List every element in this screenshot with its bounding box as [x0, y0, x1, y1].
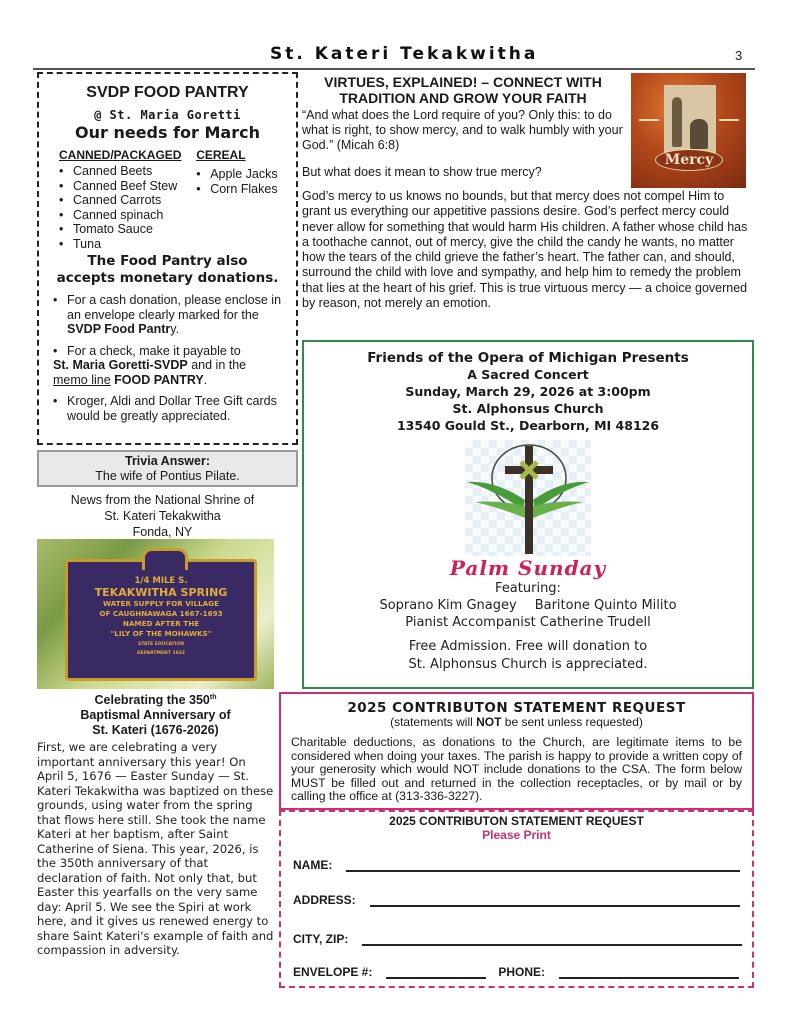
- historical-marker: [65, 559, 257, 681]
- performer: Soprano Kim Gnagey: [379, 598, 517, 613]
- canned-column: [59, 148, 196, 251]
- news-line: Fonda, NY: [132, 525, 193, 539]
- event-name: A Sacred Concert: [467, 367, 589, 382]
- field-label: CITY, ZIP:: [293, 932, 349, 946]
- performer: Pianist Accompanist Catherine Trudell: [405, 615, 651, 630]
- trivia-box: [37, 450, 298, 487]
- list-item: • Tuna: [59, 237, 196, 252]
- name-line[interactable]: [346, 870, 740, 872]
- field-label: PHONE:: [498, 965, 546, 979]
- sign-text: STATE EDUCATION: [137, 642, 185, 647]
- contribution-subtitle: [291, 715, 742, 729]
- decorative-line: [719, 119, 739, 121]
- field-label: ADDRESS:: [293, 893, 356, 907]
- mercy-label: Mercy: [655, 149, 723, 171]
- cash-bullet: • For a cash donation, please enclose in an envelope clearly marked for the SVDP Food Pantry.: [53, 293, 282, 336]
- admission-note: [304, 638, 752, 674]
- monetary-heading: [47, 253, 288, 287]
- address-field[interactable]: [293, 893, 740, 907]
- subtitle-text: (statements will: [390, 715, 477, 729]
- contribution-body: Charitable deductions, as donations to the Church, are legitimate items to be considered when doing your taxes. The parish is happy to provide a written copy of your generosity which would NOT include donations to the CSA. The form below MUST be filled out and returned in the collection receptacles, or by mail or by calling the office at (313-336-3227).: [291, 735, 742, 803]
- list-item: • Canned Beef Stew: [59, 179, 196, 194]
- form-title: 2025 CONTRIBUTON STATEMENT REQUEST: [389, 814, 644, 828]
- phone-line[interactable]: [559, 977, 739, 979]
- presenter: Friends of the Opera of Michigan Presents: [367, 350, 689, 366]
- bullet-text: For a check, make it payable to: [67, 343, 241, 358]
- list-item: • Canned Beets: [59, 164, 196, 179]
- mercy-image: [631, 73, 746, 188]
- list-item: • Canned spinach: [59, 208, 196, 223]
- list-item: • Tomato Sauce: [59, 222, 196, 237]
- sign-text: DEPARTMENT 1932: [137, 651, 185, 656]
- anniversary-heading: [37, 690, 274, 738]
- bullet-text: y.: [170, 322, 180, 336]
- city-zip-field[interactable]: [293, 932, 742, 946]
- memo-line-text: memo line: [53, 372, 111, 387]
- name-field[interactable]: [293, 858, 740, 872]
- mercy-question: But what does it mean to show true mercy?: [302, 165, 542, 179]
- bullet-text: For a cash donation, please enclose in an envelope clearly marked for the: [67, 293, 282, 322]
- field-label: NAME:: [293, 858, 333, 872]
- heading-line: Baptismal Anniversary of: [80, 708, 231, 723]
- sign-text: TEKAKWITHA SPRING: [94, 586, 228, 599]
- trivia-answer: The wife of Pontius Pilate.: [95, 469, 240, 483]
- subtitle-text: be sent unless requested): [501, 715, 643, 729]
- list-item: • Canned Carrots: [59, 193, 196, 208]
- decorative-line: [639, 119, 659, 121]
- micah-quote: “And what does the Lord require of you? Only this: to do what is right, to show mercy, and to walk humbly with your God.” (Micah 6:8): [302, 108, 623, 152]
- bullet-bold: FOOD PANTRY: [110, 372, 204, 387]
- admission-line: Free Admission. Free will donation to: [408, 639, 648, 654]
- subtitle-bold: NOT: [476, 715, 502, 729]
- event-datetime: Sunday, March 29, 2026 at 3:00pm: [405, 384, 651, 399]
- field-label: ENVELOPE #:: [293, 965, 373, 979]
- envelope-line[interactable]: [386, 977, 486, 979]
- performer: Baritone Quinto Milito: [534, 598, 677, 613]
- sign-text: "LILY OF THE MOHAWKS": [110, 629, 212, 638]
- envelope-phone-row[interactable]: [293, 965, 739, 979]
- sign-text: NAMED AFTER THE: [122, 619, 200, 628]
- new-york-state-crest: [142, 548, 188, 570]
- page-number: 3: [735, 48, 743, 63]
- column-heading: CANNED/PACKAGED: [59, 148, 182, 162]
- pantry-title: SVDP FOOD PANTRY: [86, 84, 249, 101]
- virtues-body: God’s mercy to us knows no bounds, but that mercy does not compel Him to grant us everything our appetitive passions desire. God’s perfect mercy could never allow for something that would harm His children. A father whose child has a toothache cannot, out of mercy, give the child the candy he wants, no matter how the tears of the child grieve the father’s heart. The father can, and should, surround the child with love and sympathy, and help him to remedy the problem that lies at the heart of his grief. This is true virtuous mercy — a choice governed by reason, not merely an emotion.: [302, 189, 748, 311]
- food-pantry-box: [37, 72, 298, 445]
- event-venue: St. Alphonsus Church: [452, 401, 604, 416]
- city-zip-line[interactable]: [362, 944, 742, 946]
- news-line: News from the National Shrine of: [70, 493, 255, 507]
- event-address: 13540 Gould St., Dearborn, MI 48126: [396, 418, 660, 433]
- shrine-news-heading: [37, 492, 288, 540]
- monetary-heading-line: accepts monetary donations.: [56, 270, 279, 286]
- heading-line: Celebrating the 350: [94, 693, 210, 708]
- donation-bullets: [47, 293, 288, 423]
- superscript: th: [209, 694, 217, 701]
- contribution-request-form: [279, 810, 754, 988]
- pantry-needs-heading: Our needs for March: [75, 123, 260, 142]
- admission-line: St. Alphonsus Church is appreciated.: [408, 657, 648, 672]
- performers-row: [304, 597, 752, 614]
- check-bullet: • For a check, make it payable to St. Maria Goretti-SVDP and in the memo line FOOD PANTRY.: [53, 343, 247, 387]
- anniversary-paragraph: First, we are celebrating a very important anniversary this year! On April 5, 1676 — Easter Sunday — St. Kateri Tekakwitha was baptized on these grounds, using water from the spring that flows here still. She took the name Kateri at her baptism, after Saint Catherine of Siena. This year, 2026, is the 350th anniversary of that declaration of faith. Not only that, but Easter this yearfalls on the very same day: April 5. We see the Spiri at work here, and it gives us renewed energy to share Saint Kateri's example of faith and compassion in adversity.: [37, 740, 274, 957]
- news-line: St. Kateri Tekakwitha: [104, 509, 221, 523]
- palm-cross-image: [465, 440, 591, 556]
- contribution-statement-box: [279, 692, 754, 810]
- sign-text: 1/4 MILE S.: [134, 576, 188, 586]
- address-line[interactable]: [370, 905, 740, 907]
- palm-sunday-title: Palm Sunday: [449, 556, 607, 580]
- cross-icon: [465, 440, 591, 556]
- monetary-heading-line: The Food Pantry also: [87, 253, 248, 269]
- bullet-text: and in the: [187, 358, 247, 372]
- sign-text: WATER SUPPLY FOR VILLAGE: [103, 599, 219, 608]
- featuring-label: Featuring:: [495, 581, 561, 596]
- list-item: • Apple Jacks: [196, 167, 288, 182]
- trivia-title: Trivia Answer:: [125, 454, 210, 468]
- form-subtitle: Please Print: [482, 828, 551, 842]
- column-heading: CEREAL: [196, 148, 246, 162]
- cereal-column: [196, 148, 288, 251]
- opera-concert-box: [302, 340, 754, 689]
- header-divider: [33, 68, 755, 70]
- kneeling-figure: [690, 119, 708, 149]
- list-item: • Corn Flakes: [196, 182, 288, 197]
- bullet-bold: SVDP Food Pantr: [67, 322, 171, 336]
- needs-columns: [47, 148, 288, 251]
- bullet-bold: St. Maria Goretti-SVDP: [53, 358, 188, 372]
- pantry-location: @ St. Maria Goretti: [94, 108, 241, 122]
- tekakwitha-spring-sign-photo: [37, 539, 274, 689]
- contribution-title: 2025 CONTRIBUTON STATEMENT REQUEST: [347, 700, 686, 716]
- gift-card-bullet: • Kroger, Aldi and Dollar Tree Gift cards would be greatly appreciated.: [53, 394, 277, 423]
- bullet-text: .: [203, 372, 208, 387]
- standing-figure: [672, 97, 682, 147]
- bullet-text: Kroger, Aldi and Dollar Tree Gift cards would be greatly appreciated.: [67, 394, 277, 423]
- virtues-title: VIRTUES, EXPLAINED! – CONNECT WITH TRADITION AND GROW YOUR FAITH: [324, 74, 602, 106]
- heading-line: St. Kateri (1676-2026): [92, 723, 219, 738]
- sign-text: OF CAUGHNAWAGA 1667-1693: [99, 609, 223, 618]
- newsletter-title: St. Kateri Tekakwitha: [270, 44, 539, 64]
